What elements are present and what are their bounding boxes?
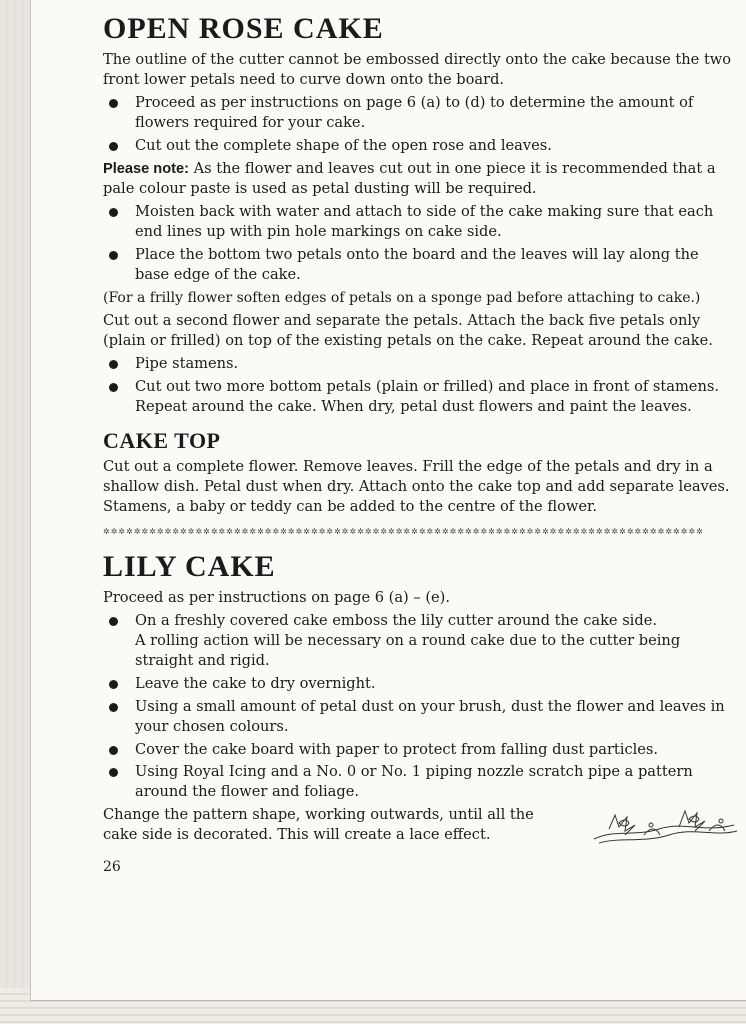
frilly-note: (For a frilly flower soften edges of petals on a sponge pad before attaching to cake.) bbox=[103, 290, 701, 306]
lily-lace-illustration-icon bbox=[589, 799, 739, 851]
list-item: Cut out two more bottom petals (plain or frilled) and place in front of stamens. Repeat around the cake. When dry, petal dust flowers and paint the leaves. bbox=[103, 377, 733, 417]
bullet-icon bbox=[109, 680, 118, 689]
lily-closing-text: Change the pattern shape, working outwards, until all the cake side is decorated. This will create a lace effect. bbox=[103, 806, 534, 843]
list-item: Pipe stamens. bbox=[103, 354, 733, 374]
cake-top-text: Cut out a complete flower. Remove leaves. Frill the edge of the petals and dry in a shallow dish. Petal dust when dry. Attach onto the cake top and add separate leaves. Stamens, a baby or teddy can be added to the centre of the flower. bbox=[103, 458, 730, 515]
lily-closing-block bbox=[103, 805, 733, 845]
bullet-icon bbox=[109, 360, 118, 369]
open-rose-intro: The outline of the cutter cannot be embossed directly onto the cake because the two front lower petals need to curve down onto the board. bbox=[103, 51, 732, 88]
list-item: Using a small amount of petal dust on your brush, dust the flower and leaves in your chosen colours. bbox=[103, 697, 733, 737]
bullet-icon bbox=[109, 746, 118, 755]
second-flower-text: Cut out a second flower and separate the petals. Attach the back five petals only (plain or frilled) on top of the existing petals on the cake. Repeat around the cake. bbox=[103, 312, 713, 349]
please-note bbox=[103, 159, 733, 199]
bullet-icon bbox=[109, 703, 118, 712]
note-text: As the flower and leaves cut out in one piece it is recommended that a pale colour paste is used as petal dusting will be required. bbox=[103, 160, 716, 197]
list-item: Place the bottom two petals onto the board and the leaves will lay along the base edge of the cake. bbox=[103, 245, 733, 285]
lily-bullet-continuation: A rolling action will be necessary on a round cake due to the cutter being straight and rigid. bbox=[135, 632, 681, 669]
list-item: Proceed as per instructions on page 6 (a) to (d) to determine the amount of flowers required for your cake. bbox=[103, 93, 733, 133]
list-item: Cover the cake board with paper to protect from falling dust particles. bbox=[103, 740, 733, 760]
list-item: On a freshly covered cake emboss the lily cutter around the cake side. bbox=[103, 611, 733, 631]
bullet-icon bbox=[109, 251, 118, 260]
decorative-divider: ✲✲✲✲✲✲✲✲✲✲✲✲✲✲✲✲✲✲✲✲✲✲✲✲✲✲✲✲✲✲✲✲✲✲✲✲✲✲✲✲✲✲✲✲✲✲✲✲✲✲✲✲✲✲✲✲✲✲✲✲✲✲✲✲✲✲✲✲✲✲✲✲✲✲✲✲✲✲ bbox=[103, 527, 704, 536]
list-item: Using Royal Icing and a No. 0 or No. 1 piping nozzle scratch pipe a pattern around the flower and foliage. bbox=[103, 762, 733, 802]
list-item: Cut out the complete shape of the open rose and leaves. bbox=[103, 136, 733, 156]
page-content bbox=[103, 8, 733, 875]
bullet-icon bbox=[109, 208, 118, 217]
open-rose-title: OPEN ROSE CAKE bbox=[103, 12, 384, 45]
list-item: Moisten back with water and attach to side of the cake making sure that each end lines up with pin hole markings on cake side. bbox=[103, 202, 733, 242]
page-number: 26 bbox=[103, 859, 121, 875]
note-label: Please note: bbox=[103, 161, 189, 177]
list-item: Leave the cake to dry overnight. bbox=[103, 674, 733, 694]
book-page bbox=[30, 0, 746, 1001]
bullet-icon bbox=[109, 99, 118, 108]
cake-top-title: CAKE TOP bbox=[103, 428, 221, 453]
bullet-icon bbox=[109, 383, 118, 392]
lily-cake-title: LILY CAKE bbox=[103, 550, 276, 583]
bullet-icon bbox=[109, 142, 118, 151]
bullet-icon bbox=[109, 768, 118, 777]
lily-intro: Proceed as per instructions on page 6 (a) – (e). bbox=[103, 589, 450, 606]
bullet-icon bbox=[109, 617, 118, 626]
